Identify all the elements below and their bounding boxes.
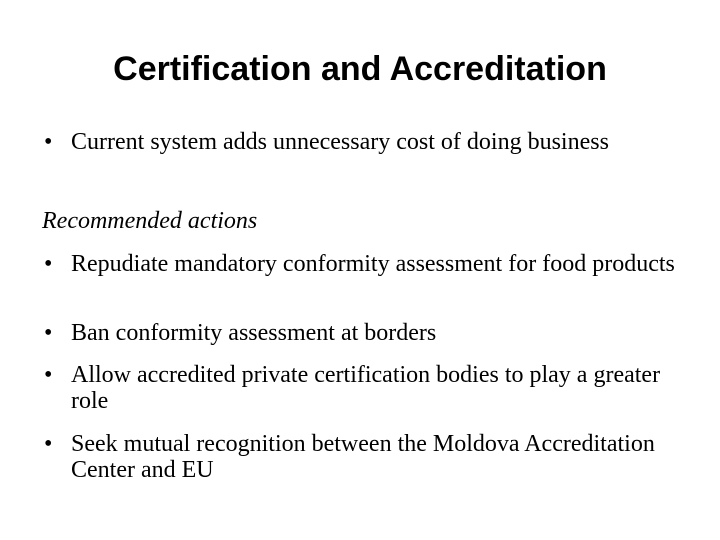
bullet-text: Current system adds unnecessary cost of doing business [71,129,609,155]
bullet-text: Allow accredited private certification bodies to play a greater role [71,362,661,414]
bullet-text: Repudiate mandatory conformity assessment for food products [71,251,675,277]
bullet-item-seek [44,431,694,483]
bullet-icon: • [44,129,53,155]
bullet-item-ban [44,320,694,346]
bullet-icon: • [44,251,53,277]
bullet-icon: • [44,320,53,346]
action-bullet-list [44,362,694,414]
intro-bullet-list [44,129,694,155]
bullet-text: Seek mutual recognition between the Moldova Accreditation Center and EU [71,431,655,483]
action-bullet-list [44,251,694,277]
bullet-item-repudiate [44,251,694,277]
slide-title: Certification and Accreditation [113,50,607,88]
bullet-text: Ban conformity assessment at borders [71,320,437,346]
bullet-icon: • [44,431,53,457]
bullet-icon: • [44,362,53,388]
bullet-item-current-system [44,129,694,155]
section-heading-recommended-actions: Recommended actions [42,208,258,234]
action-bullet-list [44,431,694,483]
bullet-item-allow [44,362,694,414]
action-bullet-list [44,320,694,346]
